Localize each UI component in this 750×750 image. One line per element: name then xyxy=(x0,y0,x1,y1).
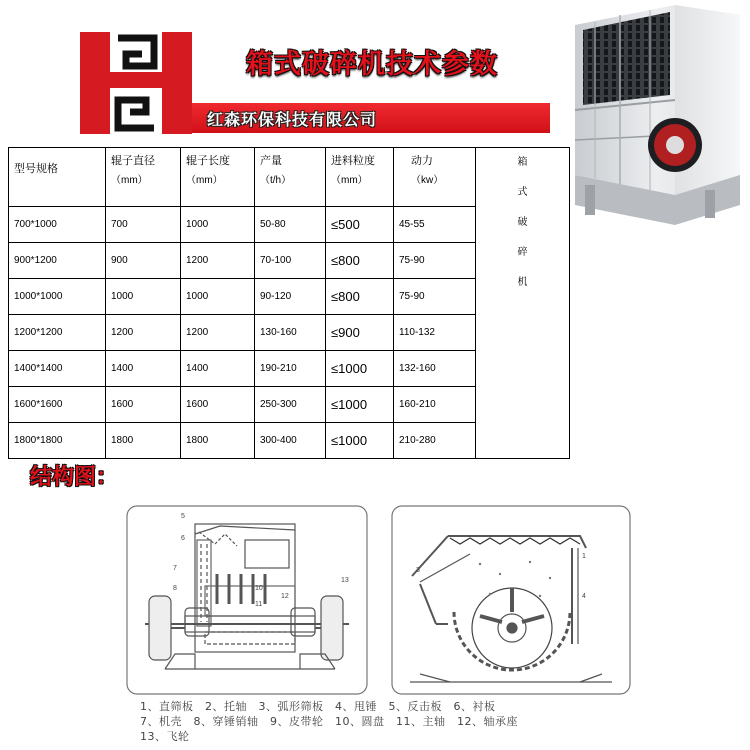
table-cell: ≤800 xyxy=(326,279,394,315)
table-cell: 70-100 xyxy=(255,243,326,279)
table-cell: ≤900 xyxy=(326,315,394,351)
structure-drawing-cross-section xyxy=(390,504,632,696)
table-cell: 190-210 xyxy=(255,351,326,387)
company-name: 红森环保科技有限公司 xyxy=(207,110,378,129)
header-cell: 型号规格 xyxy=(9,148,106,207)
callout-number: 12 xyxy=(281,593,289,600)
table-cell: 50-80 xyxy=(255,207,326,243)
structure-legend xyxy=(140,699,518,744)
table-cell: 1200 xyxy=(181,243,255,279)
table-cell: 110-132 xyxy=(394,315,476,351)
table-cell: 1600 xyxy=(106,387,181,423)
table-cell: 75-90 xyxy=(394,279,476,315)
header-cell: 辊子长度 （mm） xyxy=(181,148,255,207)
table-cell: 160-210 xyxy=(394,387,476,423)
table-cell: 300-400 xyxy=(255,423,326,459)
table-cell: 1200 xyxy=(181,315,255,351)
table-cell: 130-160 xyxy=(255,315,326,351)
header-cell: 进料粒度 （mm） xyxy=(326,148,394,207)
table-cell: 1600*1600 xyxy=(9,387,106,423)
table-cell: ≤500 xyxy=(326,207,394,243)
table-cell: 1000*1000 xyxy=(9,279,106,315)
legend-line: 7、机壳 8、穿锤销轴 9、皮带轮 10、圆盘 11、主轴 12、轴承座 xyxy=(140,715,518,728)
callout-number: 6 xyxy=(181,535,185,542)
box-crusher-machine-photo xyxy=(555,0,750,230)
company-logo-icon xyxy=(80,32,192,134)
table-cell: ≤1000 xyxy=(326,351,394,387)
header-cell: 动力 （kw） xyxy=(394,148,476,207)
table-cell: 1400 xyxy=(181,351,255,387)
callout-number: 1 xyxy=(582,553,586,560)
table-cell: 1400*1400 xyxy=(9,351,106,387)
header-cell: 产量 （t/h） xyxy=(255,148,326,207)
callout-number: 4 xyxy=(582,593,586,600)
table-cell: 250-300 xyxy=(255,387,326,423)
legend-line: 13、飞轮 xyxy=(140,730,190,743)
table-cell: ≤1000 xyxy=(326,423,394,459)
spec-table xyxy=(8,147,570,459)
table-cell: 1800*1800 xyxy=(9,423,106,459)
table-cell: 132-160 xyxy=(394,351,476,387)
table-cell: 900 xyxy=(106,243,181,279)
table-cell: 1200*1200 xyxy=(9,315,106,351)
table-cell: 210-280 xyxy=(394,423,476,459)
structure-drawing-side-view xyxy=(125,504,369,696)
callout-number: 5 xyxy=(181,513,185,520)
table-cell: 700 xyxy=(106,207,181,243)
table-cell: 75-90 xyxy=(394,243,476,279)
callout-number: 7 xyxy=(173,565,177,572)
table-cell: ≤800 xyxy=(326,243,394,279)
table-cell: 45-55 xyxy=(394,207,476,243)
callout-number: 10 xyxy=(255,585,263,592)
table-cell: ≤1000 xyxy=(326,387,394,423)
callout-number: 8 xyxy=(173,585,177,592)
table-cell: 1000 xyxy=(106,279,181,315)
side-label: 箱 式 破 碎 机 xyxy=(476,148,570,459)
callout-number: 3 xyxy=(416,567,420,574)
table-cell: 1800 xyxy=(181,423,255,459)
table-cell: 1400 xyxy=(106,351,181,387)
table-cell: 1000 xyxy=(181,207,255,243)
page-title: 箱式破碎机技术参数 xyxy=(246,49,498,80)
table-cell: 1600 xyxy=(181,387,255,423)
callout-number: 11 xyxy=(255,601,263,608)
callout-number: 13 xyxy=(341,577,349,584)
table-cell: 1000 xyxy=(181,279,255,315)
table-header-row xyxy=(9,148,570,207)
table-cell: 900*1200 xyxy=(9,243,106,279)
structure-label: 结构图： xyxy=(30,465,119,490)
table-cell: 90-120 xyxy=(255,279,326,315)
header-cell: 辊子直径 （mm） xyxy=(106,148,181,207)
legend-line: 1、直筛板 2、托轴 3、弧形筛板 4、甩锤 5、反击板 6、衬板 xyxy=(140,700,496,713)
table-cell: 1800 xyxy=(106,423,181,459)
table-cell: 1200 xyxy=(106,315,181,351)
table-cell: 700*1000 xyxy=(9,207,106,243)
